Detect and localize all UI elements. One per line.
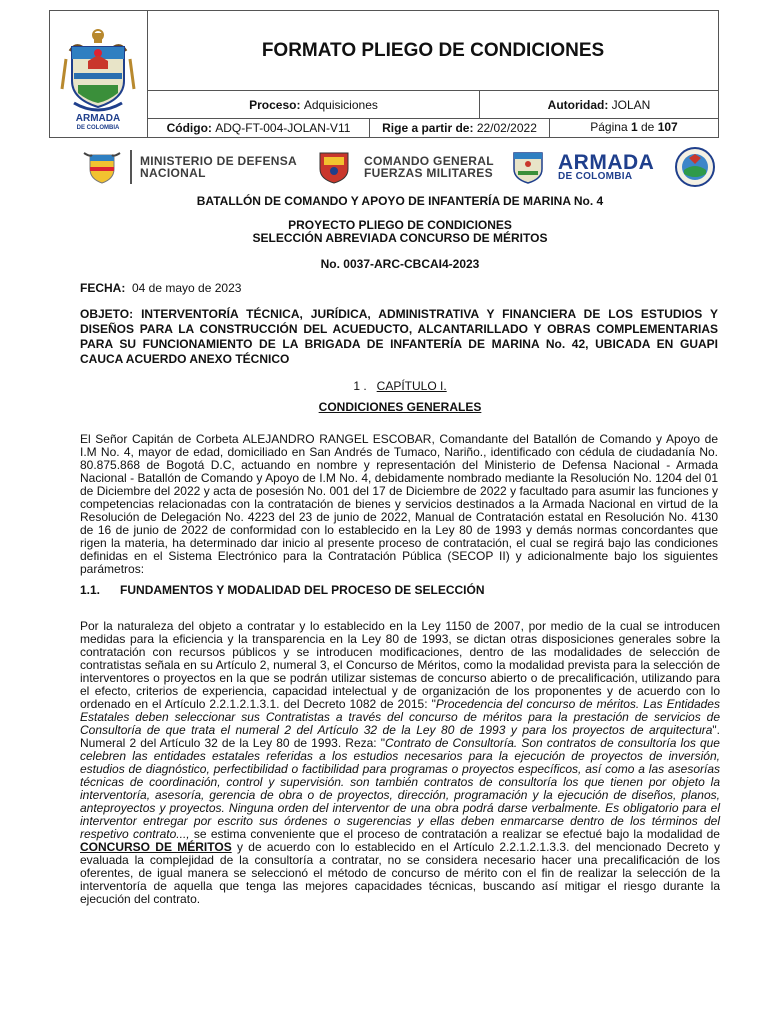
comando-shield-icon (314, 147, 354, 187)
codigo-value: ADQ-FT-004-JOLAN-V11 (215, 121, 351, 135)
logo-text: ARMADA (75, 113, 121, 124)
ministerio-line2: NACIONAL (140, 166, 206, 180)
document-title: FORMATO PLIEGO DE CONDICIONES (148, 11, 718, 91)
ministerio-text (140, 155, 297, 179)
codigo-cell (148, 119, 370, 137)
objeto-label: OBJETO: (80, 307, 134, 321)
document-header (49, 10, 719, 138)
p2-part2: ". Numeral 2 del Artículo 32 de la Ley 80 de 1993. Reza: " (80, 723, 720, 750)
pagina-label: Página (590, 120, 628, 134)
armada-logo (50, 11, 148, 137)
pagina-num: 1 (630, 120, 638, 134)
autoridad-cell (480, 91, 718, 118)
rige-value: 22/02/2022 (476, 121, 537, 135)
institutional-banner (82, 146, 722, 188)
comando-logo (314, 146, 494, 188)
pagina-cell (550, 119, 718, 137)
subsection-num: 1.1. (80, 583, 101, 597)
rige-label: Rige a partir de: (382, 121, 474, 135)
intro-paragraph: El Señor Capitán de Corbeta ALEJANDRO RANGEL ESCOBAR, Comandante del Batallón de Comando y Apoyo de I.M No. 4, mayor de edad, domiciliado en San Andrés de Tumaco, Nariño., identificado con cédula de ciudadanía No. 80.875.868 de Bogotá D.C, actuando en nombre y representación del Ministerio de Defensa Nacional - Armada Nacional - Batallón de Comando y Apoyo de I.M No. 4, debidamente nombrado mediante la Resolución No. 1204 del 01 de Diciembre del 2022 y acta de posesión No. 001 del 17 de Diciembre de 2022 y facultado para asumir las funciones y competencias relacionadas con la contratación de bienes y servicios destinados a la Armada Nacional en virtud de la Resolución de Delegación No. 4223 del 23 de junio de 2022, Manual de Contratación estatal en Resolución No. 4130 de 16 de junio de 2022 de conformidad con lo establecido en la Ley 80 de 1993 y demás normas concordantes que rigen la materia, ha determinado dar inicio al presente proceso de contratación, el cual se regirá bajo las condiciones definidas en el Sistema Electrónico para la Contratación Pública (SECOP II) y adicionalmente bajo los siguientes parámetros: (80, 432, 718, 576)
section-heading (80, 401, 720, 414)
fundamentos-paragraph (80, 620, 720, 906)
section-title: CONDICIONES GENERALES (318, 400, 482, 414)
chapter-title: CAPÍTULO I. (376, 379, 447, 393)
subsection-title: FUNDAMENTOS Y MODALIDAD DEL PROCESO DE SELECCIÓN (120, 583, 485, 597)
fecha-line (80, 281, 241, 295)
pagina-de: de (641, 120, 655, 134)
p2-italic1: Procedencia del concurso de méritos. Las Entidades Estatales deben seleccionar sus Contratistas a través del concurso de méritos para la prestación de servicios de Consultoría de que trata el numeral 2 del Artículo 32 de la Ley 80 de 1993 y para los proyectos de arquitectura (80, 697, 720, 737)
comando-text (364, 155, 494, 179)
battalion-emblem (674, 146, 716, 188)
fecha-label: FECHA: (80, 281, 126, 295)
pagina-total: 107 (657, 120, 678, 134)
autoridad-label: Autoridad: (547, 97, 609, 112)
p2-part1: Por la naturaleza del objeto a contratar y lo establecido en la Ley 1150 de 2007, por medio de la cual se introducen medidas para la eficiencia y la transparencia en la Ley 80 de 1993, se dictan otras disposiciones generales sobre la contratación con recursos públicos y se introducen modificaciones, dentro de las modalidades de selección de contratistas señala en su Artículo 2, numeral 3, el Concurso de Méritos, como la modalidad prevista para la selección de interventores o proyectos en la que se podrán utilizar sistemas de concurso abierto o de precalificación, utilizando para el efecto, criterios de experiencia, capacidad intelectual y de organización de los proponentes y de acuerdo con lo ordenado en el Artículo 2.2.1.2.1.3.1. del Decreto 1082 de 2015: " (80, 619, 720, 711)
subsection-heading (80, 584, 720, 597)
project-heading-line2: SELECCIÓN ABREVIADA CONCURSO DE MÉRITOS (252, 231, 548, 245)
proceso-value: Adquisiciones (303, 97, 378, 112)
process-number: No. 0037-ARC-CBCAI4-2023 (320, 257, 480, 271)
armada-banner-text (558, 150, 655, 182)
armada-banner-line2: DE COLOMBIA (558, 170, 633, 182)
objeto-paragraph (80, 307, 718, 367)
header-row-proceso (148, 91, 718, 119)
header-row-codigo (148, 119, 718, 137)
proceso-cell (148, 91, 480, 118)
logo-subtext: DE COLOMBIA (76, 125, 120, 131)
chapter-num: 1 . (353, 379, 367, 393)
armada-banner-logo (510, 146, 654, 188)
comando-line2: FUERZAS MILITARES (364, 166, 493, 180)
armada-banner-line1: ARMADA (558, 150, 655, 174)
armada-shield-icon (510, 147, 546, 187)
autoridad-value: JOLAN (611, 97, 651, 112)
codigo-label: Código: (166, 121, 212, 135)
battalion-heading: BATALLÓN DE COMANDO Y APOYO DE INFANTERÍA DE MARINA No. 4 (196, 194, 604, 208)
comando-line1: COMANDO GENERAL (364, 154, 494, 168)
ministerio-line1: MINISTERIO DE DEFENSA (140, 154, 297, 168)
proceso-label: Proceso: (249, 97, 301, 112)
chapter-heading (80, 380, 720, 393)
objeto-text: INTERVENTORÍA TÉCNICA, JURÍDICA, ADMINISTRATIVA Y FINANCIERA DE LOS ESTUDIOS Y DISEÑOS PARA LA CONSTRUCCIÓN DEL ACUEDUCTO, ALCANTARILLADO Y OBRAS COMPLEMENTARIAS PARA SU FUNCIONAMIENTO DE LA BRIGADA DE INFANTERÍA DE MARINA No. 42, UBICADA EN GUAPI CAUCA ACUERDO ANEXO TÉCNICO (80, 307, 718, 366)
ministerio-logo (82, 146, 297, 188)
p2-italic2: Contrato de Consultoría. Son contratos de consultoría los que celebren las entidades estatales referidas a los estudios necesarios para la ejecución de proyectos de inversión, estudios de diagnóstico, perfectibilidad o factibilidad para programas o proyectos específicos, así como a las asesorías técnicas de coordinación, control y supervisión. son también contratos de consultoría los que tienen por objeto la interventoría, asesoría, gerencia de obra o de proyectos, dirección, programación y la ejecución de diseños, planos, anteproyectos y proyectos. Ninguna orden del interventor de una obra podrá darse verbalmente. Es obligatorio para el interventor entregar por escrito sus órdenes o sugerencias y ellas deben enmarcarse dentro de los términos del respetivo contrato..., (80, 736, 720, 841)
p2-part4: y de acuerdo con lo establecido en el Artículo 2.2.1.2.1.3.3. del mencionado Decreto y evaluada la complejidad de la consultoría a contratar, no se considera necesario hacer una precalificación de los oferentes, de igual manera se seleccionó el método de concurso de mérito con el fin de realizar la selección de la interventoría de aquella que tenga las mejores capacidades técnicas, buscando así mitigar el riesgo durante la ejecución del contrato. (80, 840, 720, 906)
project-heading-line1: PROYECTO PLIEGO DE CONDICIONES (288, 218, 512, 232)
rige-cell (370, 119, 550, 137)
p2-part3: se estima conveniente que el proceso de contratación a realizar se efectué bajo la modalidad de (189, 827, 720, 841)
colombia-shield-icon (82, 147, 122, 187)
battalion-emblem-icon (674, 146, 716, 188)
p2-bold: CONCURSO DE MÉRITOS (80, 840, 232, 854)
fecha-value: 04 de mayo de 2023 (132, 281, 242, 295)
